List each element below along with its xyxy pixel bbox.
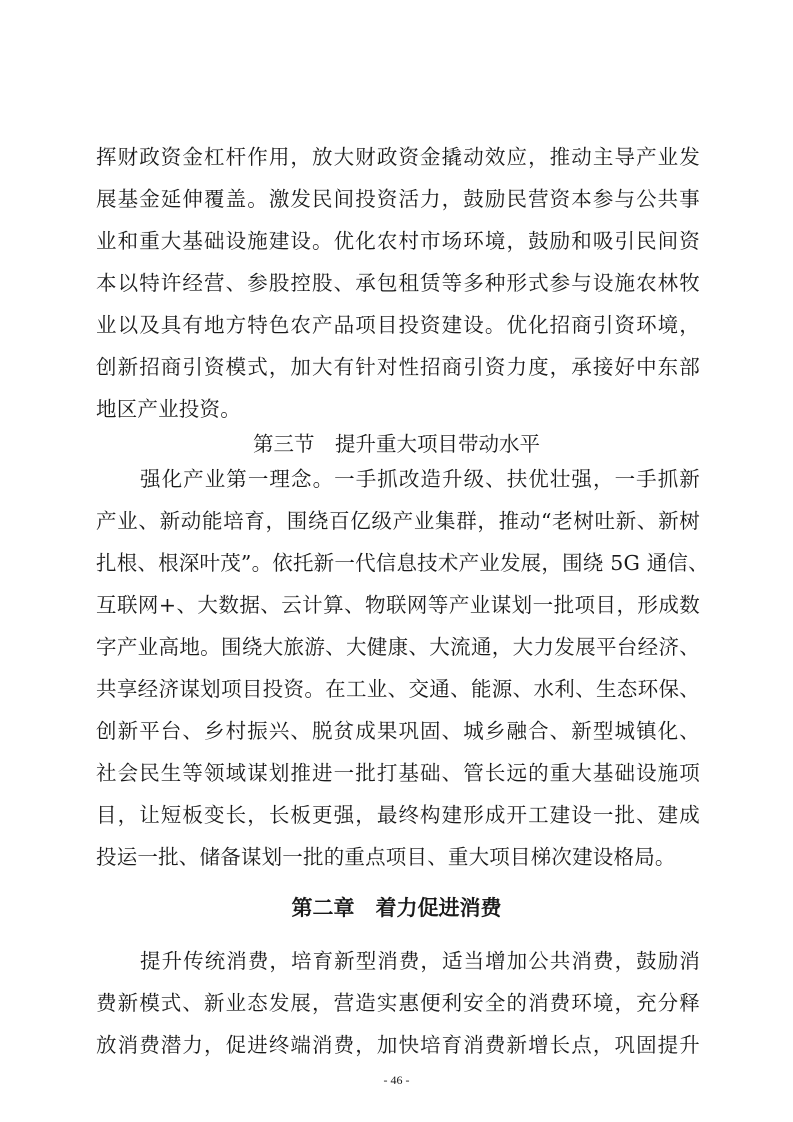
paragraph-line: 提升传统消费，培育新型消费，适当增加公共消费，鼓励消	[140, 949, 700, 973]
paragraph-line: 业和重大基础设施建设。优化农村市场环境，鼓励和吸引民间资	[96, 229, 700, 253]
paragraph-line: 放消费潜力，促进终端消费，加快培育消费新增长点，巩固提升	[96, 1033, 700, 1057]
paragraph-line: 地区产业投资。	[96, 397, 241, 421]
paragraph-line: 共享经济谋划项目投资。在工业、交通、能源、水利、生态环保、	[96, 677, 700, 701]
chapter-title: 第二章 着力促进消费	[291, 895, 502, 920]
paragraph-line: 创新平台、乡村振兴、脱贫成果巩固、城乡融合、新型城镇化、	[96, 719, 700, 743]
paragraph-line: 目，让短板变长，长板更强，最终构建形成开工建设一批、建成	[96, 803, 700, 827]
paragraph-line: 本以特许经营、参股控股、承包租赁等多种形式参与设施农林牧	[96, 271, 700, 295]
paragraph-line: 展基金延伸覆盖。激发民间投资活力，鼓励民营资本参与公共事	[96, 187, 700, 211]
paragraph-line: 挥财政资金杠杆作用，放大财政资金撬动效应，推动主导产业发	[96, 145, 700, 169]
paragraph-line: 扎根、根深叶茂”。依托新一代信息技术产业发展，围绕 5G 通信、	[96, 551, 709, 575]
section-title: 第三节 提升重大项目带动水平	[253, 432, 540, 456]
paragraph-line: 产业、新动能培育，围绕百亿级产业集群，推动“老树吐新、新树	[96, 509, 700, 533]
paragraph-line: 业以及具有地方特色农产品项目投资建设。优化招商引资环境，	[96, 313, 700, 337]
page-number: - 46 -	[383, 1073, 410, 1087]
paragraph-line: 互联网+、大数据、云计算、物联网等产业谋划一批项目，形成数	[96, 593, 700, 617]
paragraph-line: 字产业高地。围绕大旅游、大健康、大流通，大力发展平台经济、	[96, 635, 700, 659]
paragraph-line: 强化产业第一理念。一手抓改造升级、扶优壮强，一手抓新	[140, 467, 700, 491]
paragraph-line: 社会民生等领域谋划推进一批打基础、管长远的重大基础设施项	[96, 761, 700, 785]
paragraph-line: 创新招商引资模式，加大有针对性招商引资力度，承接好中东部	[96, 355, 700, 379]
paragraph-line: 投运一批、储备谋划一批的重点项目、重大项目梯次建设格局。	[96, 845, 676, 869]
paragraph-line: 费新模式、新业态发展，营造实惠便利安全的消费环境，充分释	[96, 991, 700, 1015]
